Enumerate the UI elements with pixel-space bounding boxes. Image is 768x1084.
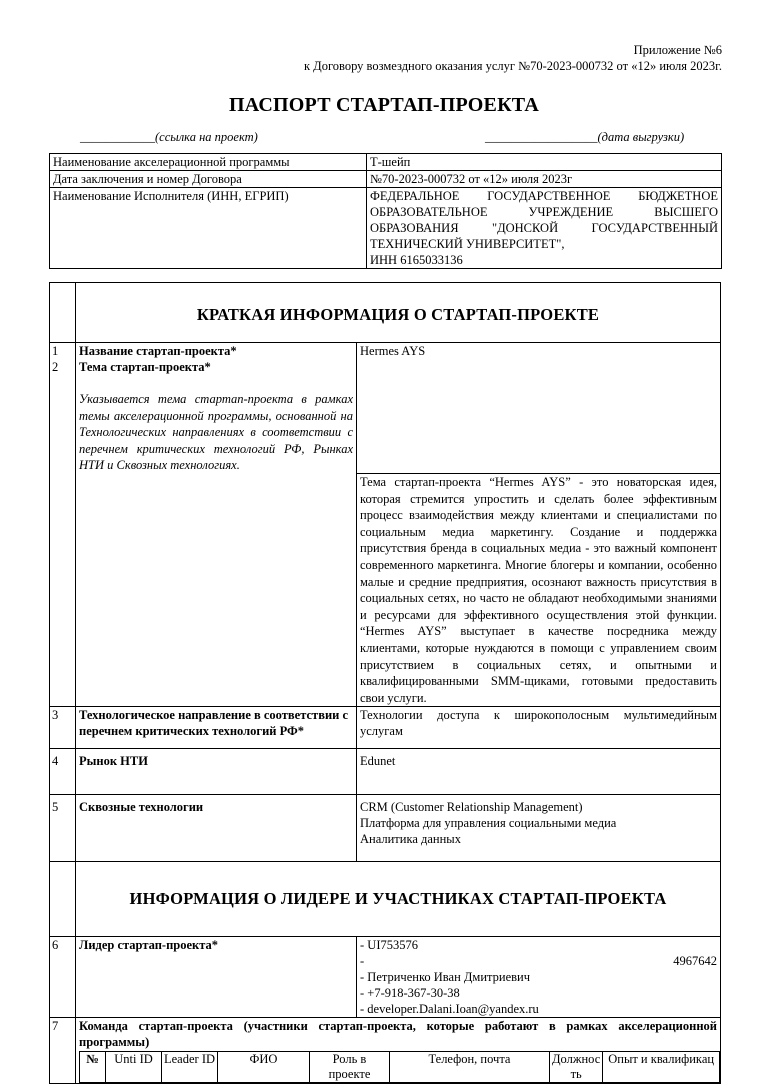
leader-id-dash: - xyxy=(360,954,365,969)
program-name-value: Т-шейп xyxy=(367,154,722,171)
table-row xyxy=(50,937,721,1018)
program-name-label: Наименование акселерационной программы xyxy=(50,154,367,171)
team-table-header xyxy=(80,1052,720,1083)
row-number: 3 xyxy=(50,707,76,749)
col-header-position: Должнос ть xyxy=(550,1052,603,1083)
col-header-experience: Опыт и квалификац xyxy=(603,1052,720,1083)
leader-unti-id: - UI753576 xyxy=(360,938,418,953)
leader-id: 4967642 xyxy=(673,954,717,969)
executor-name: ФЕДЕРАЛЬНОЕ ГОСУДАРСТВЕННОЕ БЮДЖЕТНОЕ ОБРАЗОВАТЕЛЬНОЕ УЧРЕЖДЕНИЕ ВЫСШЕГО ОБРАЗОВАНИЯ "ДОНСКОЙ ГОСУДАРСТВЕННЫЙ ТЕХНИЧЕСКИЙ УНИВЕРСИТЕТ", xyxy=(370,189,718,251)
page-title: ПАСПОРТ СТАРТАП-ПРОЕКТА xyxy=(228,94,539,116)
row-number: 5 xyxy=(50,795,76,862)
col-header-contact: Телефон, почта xyxy=(390,1052,550,1083)
col-header-role: Роль в проекте xyxy=(310,1052,390,1083)
table-row xyxy=(50,154,722,171)
passport-table xyxy=(49,282,721,1084)
cross-cutting-tech-item: Платформа для управления социальными медиа xyxy=(360,816,617,831)
row-number: 2 xyxy=(52,360,59,374)
executor-inn: ИНН 6165033136 xyxy=(370,253,463,267)
row-number: 6 xyxy=(50,937,76,1018)
project-name-label: Название стартап-проекта* xyxy=(79,344,237,358)
col-header-fio: ФИО xyxy=(218,1052,310,1083)
executor-value-cell xyxy=(367,188,722,269)
col-header-unti-id: Unti ID xyxy=(106,1052,162,1083)
leader-phone: - +7-918-367-30-38 xyxy=(360,986,460,1001)
leader-email: - developer.Dalani.Ioan@yandex.ru xyxy=(360,1002,539,1017)
project-topic-label: Тема стартап-проекта* xyxy=(79,360,211,374)
row-number: 7 xyxy=(50,1018,76,1084)
cross-cutting-tech-item: Аналитика данных xyxy=(360,832,461,847)
team-label: Команда стартап-проекта (участники стартап-проекта, которые работают в рамках акселерационной программы) xyxy=(79,1019,717,1050)
col-header-leader-id: Leader ID xyxy=(162,1052,218,1083)
project-name-value: Hermes AYS xyxy=(360,344,426,358)
project-link-field: ____________(ссылка на проект) xyxy=(80,130,258,144)
project-topic-hint: Указывается тема стартап-проекта в рамках темы акселерационной программы, основанной на Технологических направлениях в соответствии с перечнем критических технологий РФ, Рынках НТИ и Сквозных технологиях. xyxy=(79,392,353,472)
section-title-brief: КРАТКАЯ ИНФОРМАЦИЯ О СТАРТАП-ПРОЕКТЕ xyxy=(76,283,721,343)
appendix-label: Приложение №6 xyxy=(633,43,722,57)
contract-reference: к Договору возмездного оказания услуг №70-2023-000732 от «12» июля 2023г. xyxy=(303,59,722,73)
contract-date-label: Дата заключения и номер Договора xyxy=(50,171,367,188)
leader-name: - Петриченко Иван Дмитриевич xyxy=(360,970,530,985)
tech-direction-value: Технологии доступа к широкополосным мультимедийным услугам xyxy=(357,707,721,749)
section-header-row xyxy=(50,862,721,937)
table-row xyxy=(50,343,721,474)
row-number: 1 xyxy=(52,344,59,358)
section-title-team: ИНФОРМАЦИЯ О ЛИДЕРЕ И УЧАСТНИКАХ СТАРТАП-ПРОЕКТА xyxy=(76,862,721,937)
nti-market-value: Edunet xyxy=(357,749,721,795)
cross-cutting-tech-item: CRM (Customer Relationship Management) xyxy=(360,800,583,815)
col-header-number: № xyxy=(80,1052,106,1083)
table-row xyxy=(50,188,722,269)
leader-label: Лидер стартап-проекта* xyxy=(76,937,357,1018)
contract-date-value: №70-2023-000732 от «12» июля 2023г xyxy=(367,171,722,188)
table-row xyxy=(50,707,721,749)
row-number: 4 xyxy=(50,749,76,795)
export-date-field: __________________(дата выгрузки) xyxy=(485,130,685,144)
table-row xyxy=(50,749,721,795)
table-row xyxy=(50,1018,721,1084)
table-row xyxy=(50,474,721,707)
section-header-row xyxy=(50,283,721,343)
cross-cutting-tech-label: Сквозные технологии xyxy=(76,795,357,862)
table-row xyxy=(50,795,721,862)
tech-direction-label: Технологическое направление в соответствии с перечнем критических технологий РФ* xyxy=(76,707,357,749)
program-info-table xyxy=(49,153,722,269)
executor-label: Наименование Исполнителя (ИНН, ЕГРИП) xyxy=(50,188,367,269)
nti-market-label: Рынок НТИ xyxy=(76,749,357,795)
team-table xyxy=(79,1051,720,1083)
table-row xyxy=(50,171,722,188)
project-topic-value: Тема стартап-проекта “Hermes AYS” - это новаторская идея, которая стремится упростить и сделать более эффективным процесс взаимодействия между клиентами и специалистами по социальным медиа маркетингу. Создание и поддержка присутствия бренда в социальных медиа - это важный компонент современного маркетинга. Многие блогеры и компании, особенно малые и средние предприятия, осознают важность присутствия в социальных сетях, но часто не обладают необходимыми знаниями и ресурсами для эффективного осуществления этой функции. “Hermes AYS” выступает в качестве посредника между клиентами, которые нуждаются в помощи с управлением своим присутствием в социальных сетях, и опытными и квалифицированными SMM-щиками, готовыми предоставить свои услуги. xyxy=(360,475,717,705)
